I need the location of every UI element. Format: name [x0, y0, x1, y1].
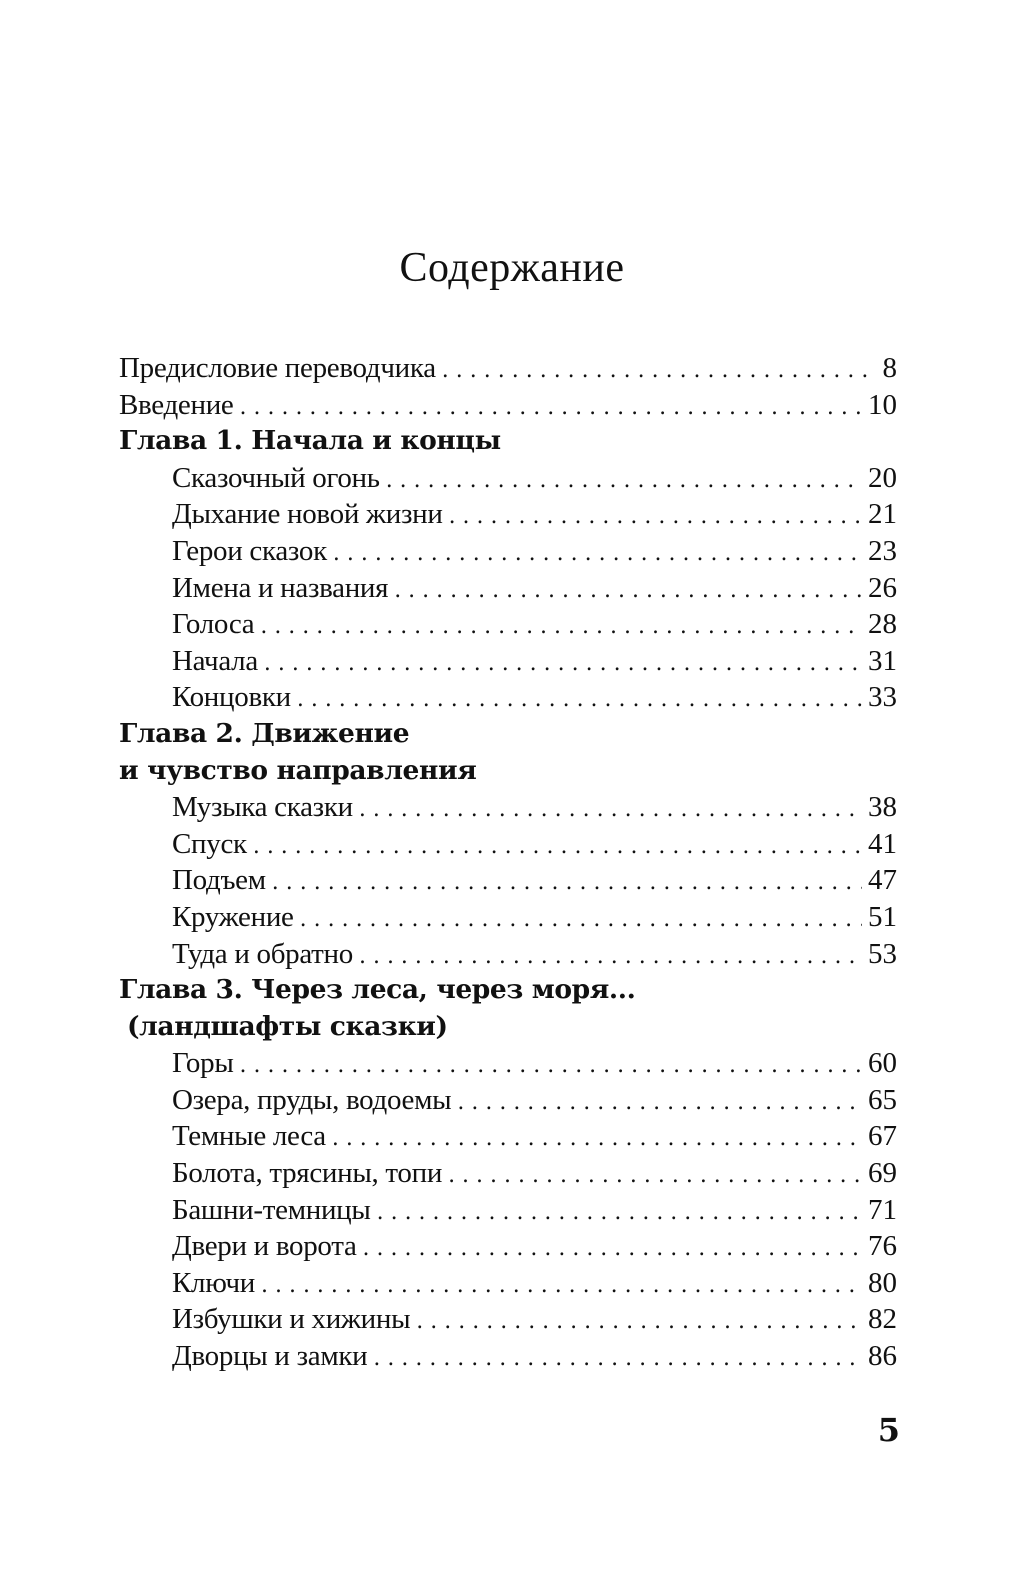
toc-entry-title: Голоса [172, 608, 255, 641]
toc-entry-page-number: 47 [868, 864, 897, 897]
toc-entry-title: Туда и обратно [172, 937, 353, 970]
toc-chapter-heading: Глава 3. Через леса, через моря... [119, 974, 636, 1006]
dot-leader [272, 865, 862, 902]
toc-entry-page-number: 26 [868, 571, 897, 604]
dot-leader [373, 1341, 862, 1378]
toc-entry[interactable] [119, 1045, 897, 1082]
dot-leader [240, 390, 863, 427]
toc-entry[interactable] [119, 460, 897, 497]
toc-entry[interactable] [119, 1338, 897, 1375]
toc-entry-title: Концовки [172, 681, 291, 714]
toc-entry-page-number: 23 [868, 534, 897, 567]
dot-leader [253, 829, 862, 866]
toc-entry[interactable] [119, 789, 897, 826]
toc-entry[interactable] [119, 862, 897, 899]
dot-leader [297, 682, 862, 719]
dot-leader [377, 1195, 862, 1232]
toc-entry-title: Сказочный огонь [172, 461, 380, 494]
toc-chapter-heading: Глава 1. Начала и концы [119, 425, 501, 457]
toc-entry-page-number: 82 [868, 1303, 897, 1336]
toc-entry-title: Темные леса [172, 1120, 326, 1153]
toc-entry[interactable] [119, 1192, 897, 1229]
toc-entry-page-number: 28 [868, 608, 897, 641]
dot-leader [457, 1085, 862, 1122]
toc-entry[interactable] [119, 1265, 897, 1302]
toc-entry-page-number: 69 [868, 1157, 897, 1190]
toc-entry[interactable] [119, 1082, 897, 1119]
toc-entry-title: Кружение [172, 900, 294, 933]
toc-entry-title: Введение [119, 388, 234, 421]
dot-leader [359, 792, 862, 829]
toc-entry-page-number: 60 [868, 1047, 897, 1080]
toc-entry-page-number: 80 [868, 1266, 897, 1299]
toc-entry-page-number: 38 [868, 791, 897, 824]
toc-entry-page-number: 65 [868, 1083, 897, 1116]
dot-leader [442, 353, 877, 390]
toc-entry-title: Начала [172, 644, 258, 677]
dot-leader [332, 1121, 862, 1158]
dot-leader [416, 1304, 862, 1341]
toc-chapter-heading: и чувство направления [119, 754, 477, 786]
toc-entry-title: Башни-темницы [172, 1193, 371, 1226]
toc-entry-title: Дворцы и замки [172, 1340, 368, 1373]
toc-entry-title: Спуск [172, 827, 247, 860]
toc-entry-page-number: 33 [868, 681, 897, 714]
toc-entry[interactable] [119, 899, 897, 936]
toc-entry-title: Озера, пруды, водоемы [172, 1083, 452, 1116]
toc-entry-title: Музыка сказки [172, 791, 353, 824]
dot-leader [449, 499, 862, 536]
toc-entry-page-number: 31 [868, 644, 897, 677]
toc-entry-page-number: 8 [882, 352, 897, 384]
dot-leader [240, 1048, 862, 1085]
dot-leader [300, 902, 862, 939]
toc-entry-page-number: 20 [868, 461, 897, 494]
table-of-contents [119, 350, 897, 1375]
toc-entry[interactable] [119, 533, 897, 570]
toc-entry[interactable] [119, 350, 897, 387]
toc-entry-title: Имена и названия [172, 571, 389, 604]
toc-entry[interactable] [119, 387, 897, 424]
toc-entry-page-number: 86 [868, 1340, 897, 1373]
dot-leader [448, 1158, 862, 1195]
toc-entry-title: Герои сказок [172, 534, 327, 567]
toc-entry-page-number: 53 [868, 937, 897, 970]
toc-entry-title: Двери и ворота [172, 1230, 357, 1263]
toc-entry[interactable] [119, 936, 897, 973]
toc-entry-title: Избушки и хижины [172, 1303, 411, 1336]
page-title: Содержание [399, 245, 625, 291]
toc-entry-page-number: 41 [868, 827, 897, 860]
dot-leader [363, 1231, 862, 1268]
page-number: 5 [877, 1411, 900, 1449]
toc-entry[interactable] [119, 643, 897, 680]
dot-leader [394, 573, 862, 610]
toc-entry-page-number: 71 [868, 1193, 897, 1226]
toc-entry[interactable] [119, 606, 897, 643]
toc-entry[interactable] [119, 496, 897, 533]
toc-entry-title: Предисловие переводчика [119, 352, 436, 384]
dot-leader [386, 463, 862, 500]
toc-entry-page-number: 67 [868, 1120, 897, 1153]
toc-chapter-heading: (ландшафты сказки) [127, 1010, 448, 1042]
toc-entry-page-number: 51 [868, 900, 897, 933]
toc-entry[interactable] [119, 1301, 897, 1338]
toc-entry[interactable] [119, 1155, 897, 1192]
toc-entry-page-number: 76 [868, 1230, 897, 1263]
toc-entry-page-number: 10 [868, 388, 897, 421]
toc-entry-title: Дыхание новой жизни [172, 498, 443, 531]
toc-entry[interactable] [119, 679, 897, 716]
dot-leader [260, 609, 862, 646]
toc-entry[interactable] [119, 1228, 897, 1265]
toc-chapter-heading: Глава 2. Движение [119, 717, 410, 749]
dot-leader [261, 1268, 862, 1305]
toc-entry-title: Ключи [172, 1266, 255, 1299]
toc-entry-title: Подъем [172, 864, 266, 897]
toc-entry[interactable] [119, 1118, 897, 1155]
toc-entry-title: Горы [172, 1047, 234, 1080]
dot-leader [333, 536, 862, 573]
toc-entry-page-number: 21 [868, 498, 897, 531]
toc-entry-title: Болота, трясины, топи [172, 1157, 443, 1190]
toc-entry[interactable] [119, 570, 897, 607]
dot-leader [264, 646, 862, 683]
toc-entry[interactable] [119, 826, 897, 863]
dot-leader [359, 939, 862, 976]
